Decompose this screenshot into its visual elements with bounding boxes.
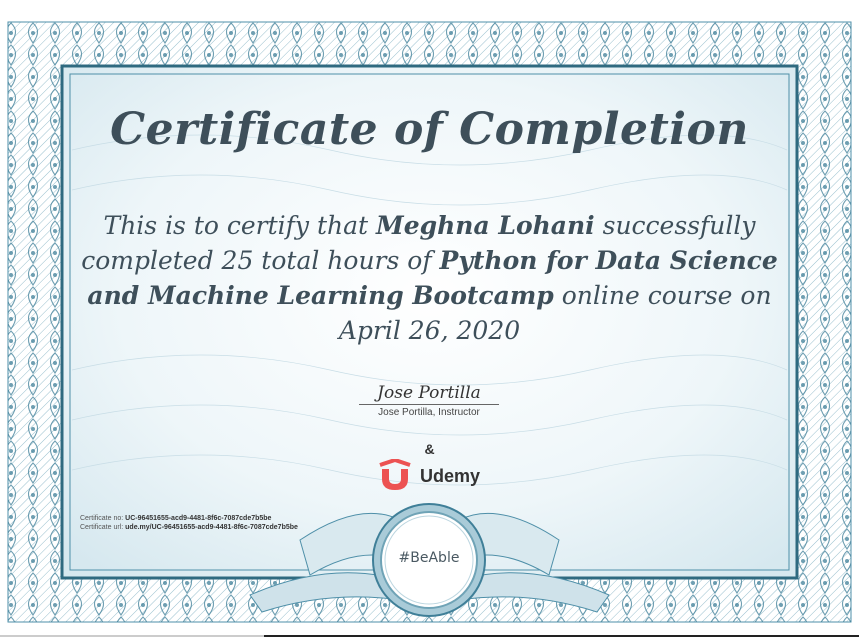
udemy-logo [376,459,480,493]
certificate-title: Certificate of Completion [110,104,749,155]
statement-date: online course on April 26, 2020 [338,281,772,345]
medallion-hashtag: #BeAble [398,550,460,566]
certificate-statement [70,208,789,348]
statement-intro: This is to certify that [103,211,369,240]
recipient-name: Meghna Lohani [376,211,595,240]
instructor-signature: Jose Portilla [359,383,499,405]
udemy-icon [376,459,414,493]
signature-block [359,383,499,418]
course-name: Python for Data Science and Machine Learning Bootcamp [87,246,778,310]
statement-hours: successfully completed 25 total hours of [81,211,756,275]
ampersand: & [424,441,435,457]
signature-caption: Jose Portilla, Instructor [378,407,480,418]
udemy-wordmark: Udemy [420,465,481,486]
certificate-meta [80,514,298,532]
certificate-number: Certificate no: UC-96451655-acd9-4481-8f6c-7087cde7b5be [80,515,272,522]
certificate-url[interactable]: Certificate url: ude.my/UC-96451655-acd9-4481-8f6c-7087cde7b5be [80,524,298,531]
